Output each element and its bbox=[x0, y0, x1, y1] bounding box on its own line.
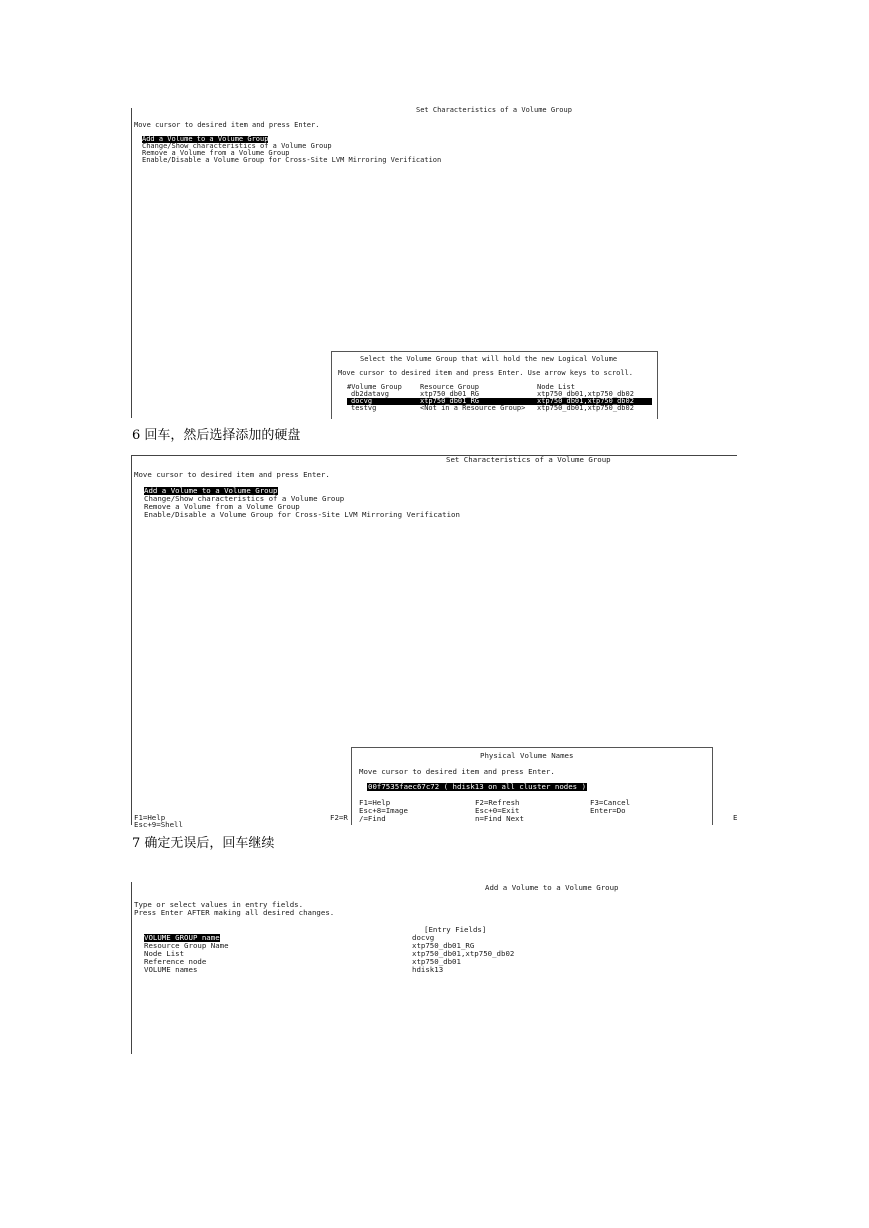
pv-key-find[interactable]: /=Find bbox=[359, 814, 386, 823]
nodes-cell: xtp750_db01,xtp750_db02 bbox=[537, 397, 634, 405]
field-value[interactable]: hdisk13 bbox=[412, 965, 444, 974]
footer-help-key[interactable]: F1=Help bbox=[134, 813, 166, 822]
footer-shell-key[interactable]: Esc+9=Shell bbox=[134, 820, 183, 829]
screen1-popup-title: Select the Volume Group that will hold the new Logical Volume bbox=[360, 355, 618, 363]
pv-key-refresh[interactable]: F2=Refresh bbox=[475, 798, 520, 807]
field-value[interactable]: docvg bbox=[412, 933, 435, 942]
pv-key-image[interactable]: Esc+8=Image bbox=[359, 806, 408, 815]
screen1-popup-header-rg: Resource Group bbox=[420, 383, 480, 391]
screen1-instruction: Move cursor to desired item and press Enter. bbox=[134, 121, 320, 129]
pv-popup-instruction: Move cursor to desired item and press Enter. bbox=[359, 767, 555, 776]
screen1-popup-instruction: Move cursor to desired item and press Enter. Use arrow keys to scroll. bbox=[338, 369, 634, 377]
footer-refresh-key[interactable]: F2=R bbox=[330, 813, 348, 822]
rg-cell: xtp750_db01_RG bbox=[420, 390, 480, 398]
pv-key-exit[interactable]: Esc+0=Exit bbox=[475, 806, 520, 815]
pv-key-cancel[interactable]: F3=Cancel bbox=[590, 798, 631, 807]
field-label: VOLUME GROUP name bbox=[144, 933, 220, 942]
screen2-menu-item-change[interactable]: Change/Show characteristics of a Volume Group bbox=[144, 494, 345, 503]
vg-cell: testvg bbox=[351, 404, 377, 412]
footer-right-key[interactable]: E bbox=[733, 813, 738, 822]
field-label: Reference node bbox=[144, 957, 207, 966]
screen3-instruction-1: Type or select values in entry fields. bbox=[134, 900, 304, 909]
rg-cell: <Not in a Resource Group> bbox=[420, 404, 526, 412]
pv-key-find-next[interactable]: n=Find Next bbox=[475, 814, 524, 823]
pv-key-help[interactable]: F1=Help bbox=[359, 798, 391, 807]
field-value[interactable]: xtp750_db01,xtp750_db02 bbox=[412, 949, 515, 958]
vg-cell: db2datavg bbox=[351, 390, 389, 398]
screen2-left-border bbox=[131, 455, 132, 825]
screen1-menu-item-enable[interactable]: Enable/Disable a Volume Group for Cross-Site LVM Mirroring Verification bbox=[142, 156, 442, 164]
screen2-menu-item-remove[interactable]: Remove a Volume from a Volume Group bbox=[144, 502, 300, 511]
field-label: Node List bbox=[144, 949, 185, 958]
field-value[interactable]: xtp750_db01_RG bbox=[412, 941, 475, 950]
screen2-menu-item-add[interactable]: Add a Volume to a Volume Group bbox=[144, 486, 278, 495]
screen1-menu-item-add[interactable]: Add a Volume to a Volume Group bbox=[142, 135, 269, 143]
screen3-title: Add a Volume to a Volume Group bbox=[485, 883, 619, 892]
rg-cell: xtp750_db01_RG bbox=[420, 397, 480, 405]
screen2-title: Set Characteristics of a Volume Group bbox=[446, 455, 611, 464]
step6-caption: 6 回车，然后选择添加的硬盘 bbox=[132, 428, 301, 443]
screen2-menu-item-enable[interactable]: Enable/Disable a Volume Group for Cross-Site LVM Mirroring Verification bbox=[144, 510, 460, 519]
pv-key-do[interactable]: Enter=Do bbox=[590, 806, 626, 815]
screen3-left-border bbox=[131, 882, 132, 1054]
field-label: Resource Group Name bbox=[144, 941, 229, 950]
screen2-top-border bbox=[131, 455, 737, 456]
screen1-select-vg-popup bbox=[331, 351, 658, 419]
screen3-instruction-2: Press Enter AFTER making all desired changes. bbox=[134, 908, 335, 917]
screen1-popup-header-vg: #Volume Group bbox=[347, 383, 402, 391]
screen1-title: Set Characteristics of a Volume Group bbox=[416, 106, 572, 114]
screen1-menu-item-remove[interactable]: Remove a Volume from a Volume Group bbox=[142, 149, 290, 157]
field-label: VOLUME names bbox=[144, 965, 198, 974]
pv-list-item-selected[interactable]: 00f7535faec67c72 ( hdisk13 on all cluster nodes ) bbox=[368, 782, 587, 791]
screen1-left-border bbox=[131, 108, 132, 418]
physical-volume-names-popup bbox=[351, 747, 713, 825]
nodes-cell: xtp750_db01,xtp750_db02 bbox=[537, 390, 634, 398]
vg-cell: docvg bbox=[351, 397, 373, 405]
screen1-menu-item-change[interactable]: Change/Show characteristics of a Volume Group bbox=[142, 142, 332, 150]
step7-caption: 7 确定无误后，回车继续 bbox=[132, 836, 275, 851]
screen1-popup-header-nodes: Node List bbox=[537, 383, 575, 391]
nodes-cell: xtp750_db01,xtp750_db02 bbox=[537, 404, 634, 412]
entry-fields-header: [Entry Fields] bbox=[424, 925, 487, 934]
field-value[interactable]: xtp750_db01 bbox=[412, 957, 461, 966]
pv-popup-title: Physical Volume Names bbox=[480, 751, 574, 760]
screen2-instruction: Move cursor to desired item and press Enter. bbox=[134, 470, 330, 479]
